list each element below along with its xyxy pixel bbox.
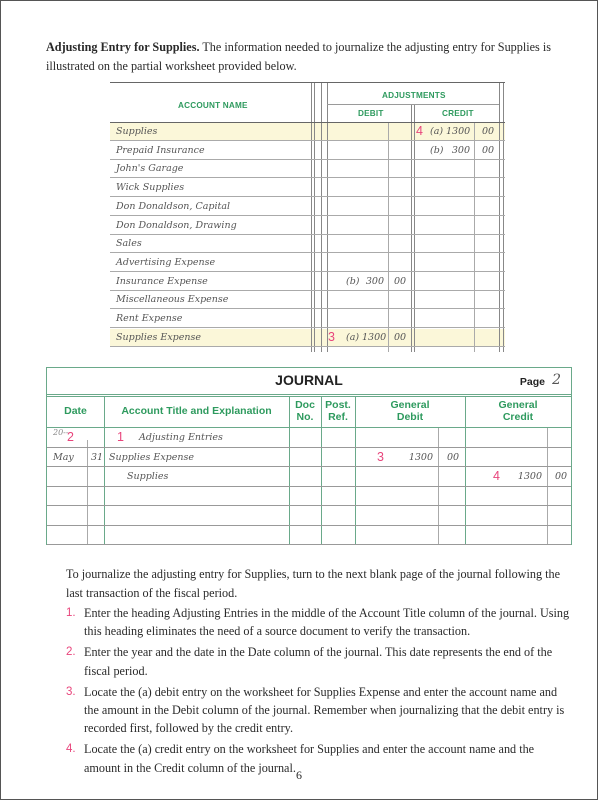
- account-name: Insurance Expense: [116, 275, 208, 287]
- credit-header: CREDIT: [442, 109, 474, 118]
- account-title: Adjusting Entries: [139, 432, 223, 443]
- step-text: Locate the (a) debit entry on the worksheet for Supplies Expense and enter the account name and the amount in the Debit column of the journal. Remember when journalizing that the debit entry is recorded first, followed by the credit entry.: [84, 684, 565, 736]
- account-name-header: ACCOUNT NAME: [178, 101, 248, 110]
- worksheet-row: [110, 254, 505, 272]
- journal-row-rule: [47, 505, 571, 506]
- debit-mark: (a): [346, 331, 360, 343]
- journal-row-rule: [47, 486, 571, 487]
- date-month: May: [53, 451, 74, 463]
- step-item: [66, 643, 571, 679]
- account-name: Wick Supplies: [116, 182, 185, 194]
- debit-mark: (b): [346, 275, 360, 287]
- journal-row-rule: [47, 466, 571, 467]
- debit-cents: 00: [394, 331, 407, 343]
- credit-col-header: General Credit: [498, 399, 538, 423]
- date-col-header: Date: [64, 405, 87, 417]
- year-field: 20--: [53, 428, 69, 437]
- account-title: Supplies: [127, 471, 169, 482]
- credit-cents: 00: [555, 471, 568, 482]
- account-name: Prepaid Insurance: [116, 144, 205, 156]
- instruction-paragraph: To journalize the adjusting entry for Supplies, turn to the next blank page of the journal following the last transaction of the fiscal period.: [66, 567, 560, 600]
- journal-row-rule: [47, 447, 571, 448]
- worksheet-row: [110, 179, 505, 197]
- steps-list: [66, 604, 571, 780]
- doc-col-header: Doc No.: [295, 399, 315, 423]
- step-number: 3.: [66, 685, 76, 698]
- credit-cents: 00: [482, 126, 495, 137]
- step-text: Enter the heading Adjusting Entries in the middle of the Account Title column of the journal. Using this heading eliminates the need of a source document to verify the transaction.: [84, 606, 570, 639]
- worksheet-row: [110, 235, 505, 253]
- account-name: Don Donaldson, Capital: [116, 200, 231, 212]
- step-marker: 2: [67, 430, 74, 444]
- debit-amount: 1300: [362, 331, 387, 343]
- account-name: Advertising Expense: [116, 256, 216, 268]
- credit-cents: 00: [482, 144, 495, 156]
- divider: [104, 396, 105, 544]
- divider: [87, 440, 88, 544]
- page-label: Page: [519, 376, 545, 388]
- worksheet-row: [110, 160, 505, 178]
- intro-heading: Adjusting Entry for Supplies.: [46, 40, 200, 54]
- divider: [355, 396, 356, 544]
- date-day: 31: [91, 451, 104, 463]
- page-number: 2: [552, 372, 561, 388]
- account-name: Supplies: [116, 126, 158, 137]
- worksheet-row: [110, 142, 505, 160]
- divider: [327, 104, 499, 105]
- step-marker: 1: [117, 430, 124, 444]
- debit-cents: 00: [394, 275, 407, 287]
- divider: [110, 82, 505, 83]
- partial-worksheet: [110, 82, 505, 352]
- row-rule: [110, 346, 505, 347]
- journal: [46, 367, 572, 545]
- step-text: Enter the year and the date in the Date column of the journal. This date represents the end of the fiscal period.: [84, 645, 553, 678]
- step-marker: 4: [416, 124, 423, 138]
- step-marker: 4: [493, 469, 500, 483]
- divider: [465, 396, 466, 544]
- adjustments-header: ADJUSTMENTS: [382, 91, 446, 100]
- credit-mark: (a): [430, 126, 444, 137]
- worksheet-row: [110, 273, 505, 291]
- journal-row-rule: [47, 525, 571, 526]
- intro-text: The information needed to journalize the adjusting entry for Supplies is illustrated on the partial worksheet provided below.: [46, 40, 551, 73]
- worksheet-row: [110, 329, 505, 347]
- account-name: Sales: [116, 238, 142, 250]
- journal-row-rule: [47, 544, 571, 545]
- worksheet-row: [110, 310, 505, 328]
- step-item: [66, 683, 571, 738]
- credit-amount: 1300: [446, 126, 471, 137]
- step-marker: 3: [328, 329, 335, 344]
- credit-mark: (b): [430, 144, 444, 156]
- account-name: Miscellaneous Expense: [116, 294, 229, 306]
- page-footer-number: 6: [296, 768, 302, 782]
- divider: [289, 396, 290, 544]
- debit-header: DEBIT: [358, 109, 384, 118]
- account-name: Supplies Expense: [116, 331, 201, 343]
- worksheet-row: [110, 123, 505, 141]
- worksheet-row: [110, 217, 505, 235]
- credit-amount: 300: [451, 144, 470, 156]
- journal-title: JOURNAL: [275, 372, 343, 388]
- worksheet-row: [110, 291, 505, 309]
- divider: [47, 394, 571, 395]
- account-col-header: Account Title and Explanation: [121, 405, 272, 417]
- divider: [321, 396, 322, 544]
- divider: [47, 427, 571, 428]
- step-number: 2.: [66, 646, 76, 659]
- step-item: [66, 604, 571, 640]
- account-title: Supplies Expense: [109, 451, 194, 463]
- post-col-header: Post. Ref.: [325, 399, 351, 423]
- step-text: Locate the (a) credit entry on the worksheet for Supplies and enter the account name and the amount in the Credit column of the journal.: [84, 742, 535, 775]
- intro-paragraph: [46, 38, 571, 76]
- debit-amount: 300: [365, 275, 384, 287]
- credit-amount: 1300: [517, 471, 542, 482]
- account-name: Rent Expense: [116, 313, 183, 324]
- account-name: John's Garage: [116, 163, 184, 175]
- step-number: 4.: [66, 743, 76, 756]
- account-name: Don Donaldson, Drawing: [116, 219, 237, 231]
- divider: [47, 396, 571, 397]
- debit-col-header: General Debit: [390, 399, 430, 423]
- step-marker: 3: [377, 449, 384, 464]
- step-number: 1.: [66, 607, 76, 619]
- debit-amount: 1300: [408, 451, 433, 463]
- worksheet-row: [110, 198, 505, 216]
- debit-cents: 00: [447, 451, 460, 463]
